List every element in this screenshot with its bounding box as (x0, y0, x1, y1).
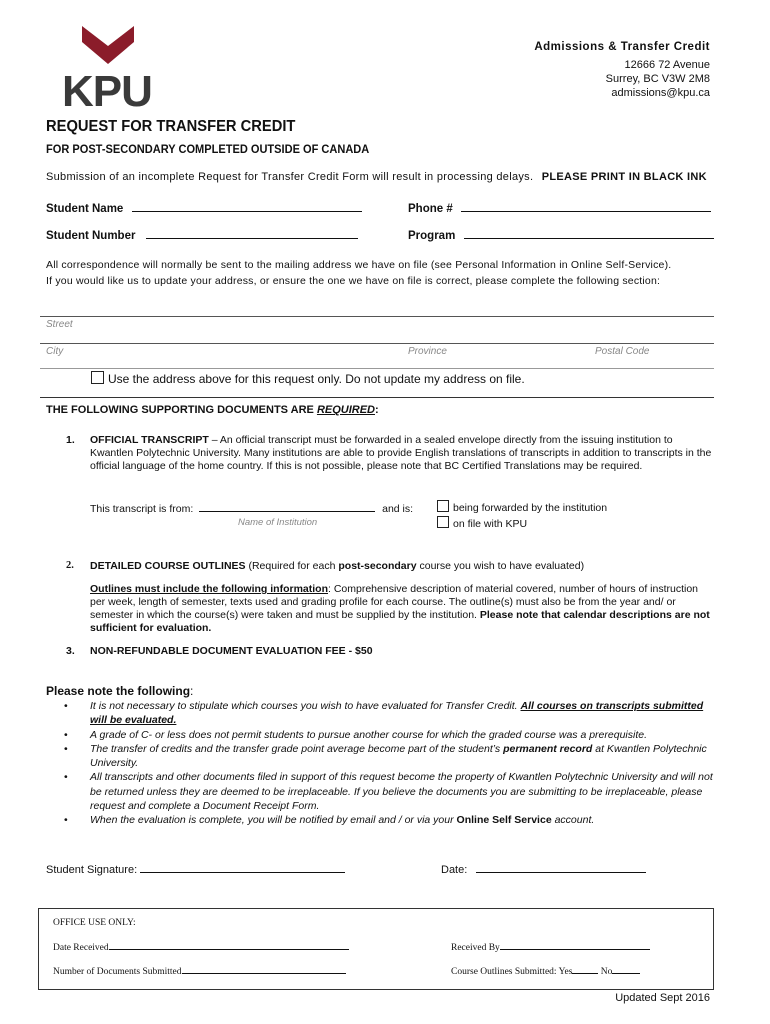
signature-label: Student Signature: (46, 864, 138, 876)
bullet-icon: • (64, 728, 68, 741)
student-number-label: Student Number (46, 230, 136, 242)
course-outlines-post-secondary: post-secondary (338, 560, 417, 572)
course-outlines-text-c: course you wish to have evaluated) (416, 560, 585, 572)
note-5-text-a: When the evaluation is complete, you will be notified by email and / or via your (90, 814, 457, 827)
calendar-note: Please note that calendar descriptions are not sufficient for evaluation. (90, 609, 710, 634)
note-3-text-a: The transfer of credits and the transfer grade point average become part of the student’s (90, 742, 504, 755)
transcript-from-row (90, 501, 413, 515)
outlines-requirements-heading: Outlines must include the following information (90, 583, 328, 595)
list-item (64, 742, 714, 771)
supporting-heading-text: THE FOLLOWING SUPPORTING DOCUMENTS ARE (46, 404, 317, 416)
section-divider (40, 397, 714, 398)
student-name-label: Student Name (46, 203, 124, 215)
student-name-input[interactable] (132, 201, 362, 212)
institution-name-input[interactable] (199, 501, 375, 512)
received-by-field[interactable] (451, 941, 650, 953)
phone-input[interactable] (461, 201, 711, 212)
updated-date: Updated Sept 2016 (615, 992, 710, 1004)
outlines-no-input[interactable] (612, 965, 640, 974)
address-only-label: Use the address above for this request only. Do not update my address on file. (108, 372, 525, 386)
received-by-label: Received By (451, 943, 500, 953)
forwarded-option[interactable] (437, 500, 607, 514)
correspondence-paragraph (46, 257, 671, 289)
item-1-number: 1. (66, 434, 75, 446)
program-input[interactable] (464, 228, 714, 239)
bullet-icon: • (64, 742, 68, 755)
outlines-submitted-field[interactable] (451, 965, 640, 977)
notes-heading-colon: : (190, 684, 194, 698)
date-input[interactable] (476, 862, 646, 873)
notice-emphasis: PLEASE PRINT IN BLACK INK (541, 171, 707, 183)
num-docs-label: Number of Documents Submitted (53, 967, 182, 977)
item-2-text (90, 560, 714, 573)
office-use-box (38, 908, 714, 990)
office-heading: OFFICE USE ONLY: (53, 918, 136, 928)
form-subtitle: FOR POST-SECONDARY COMPLETED OUTSIDE OF CANADA (46, 142, 370, 156)
supporting-heading (46, 404, 379, 416)
street-input-line[interactable] (40, 343, 714, 344)
notice-text: Submission of an incomplete Request for Transfer Credit Form will result in processing delays. (46, 171, 534, 183)
bullet-icon: • (64, 771, 68, 784)
item-1-text (90, 434, 714, 473)
on-file-checkbox[interactable] (437, 516, 449, 528)
city-input-line[interactable] (40, 368, 714, 369)
kpu-logo (62, 24, 154, 116)
outlines-yes-input[interactable] (572, 965, 598, 974)
date-received-label: Date Received (53, 943, 109, 953)
official-transcript-title: OFFICIAL TRANSCRIPT (90, 434, 209, 446)
list-item (64, 699, 714, 728)
notes-heading-text: Please note the following (46, 684, 191, 698)
address-only-checkbox[interactable] (91, 371, 104, 384)
incomplete-notice (46, 171, 707, 183)
course-outlines-title: DETAILED COURSE OUTLINES (90, 560, 246, 572)
city-label: City (46, 346, 64, 357)
date-label: Date: (441, 864, 468, 876)
province-label: Province (408, 346, 447, 357)
notes-heading (46, 684, 193, 698)
num-docs-input[interactable] (182, 965, 346, 974)
note-3-bold: permanent record (503, 742, 593, 755)
note-2-text: A grade of C- or less does not permit students to pursue another course for which the graded course was a prerequisite. (90, 728, 647, 741)
bullet-icon: • (64, 814, 68, 827)
signature-input[interactable] (140, 862, 345, 873)
phone-field[interactable] (408, 199, 711, 217)
outlines-requirements (90, 583, 714, 635)
notes-list (64, 699, 714, 828)
kpu-chevron-icon (62, 24, 154, 72)
on-file-option[interactable] (437, 516, 527, 530)
correspondence-line-2: If you would like us to update your address, or ensure the one we have on file is correct, please complete the following section: (46, 275, 661, 287)
address-top-rule (40, 316, 714, 317)
item-3-text (90, 645, 714, 658)
contact-street: 12666 72 Avenue (624, 59, 710, 71)
supporting-heading-colon: : (375, 404, 379, 416)
date-received-input[interactable] (109, 941, 349, 950)
note-1-bold: All courses on transcripts submitted will be evaluated. (90, 700, 704, 727)
street-label: Street (46, 319, 73, 330)
forwarded-checkbox[interactable] (437, 500, 449, 512)
note-5-bold: Online Self Service (456, 814, 552, 827)
bullet-icon: • (64, 700, 68, 712)
and-is-label: and is: (382, 503, 414, 515)
date-received-field[interactable] (53, 941, 349, 953)
postal-code-label: Postal Code (595, 346, 650, 357)
evaluation-fee: NON-REFUNDABLE DOCUMENT EVALUATION FEE - $50 (90, 645, 373, 657)
program-field[interactable] (408, 226, 714, 244)
item-3-number: 3. (66, 645, 75, 657)
program-label: Program (408, 230, 456, 242)
outlines-requirements-body: : Comprehensive description of material covered, number of hours of instruction per week, length of semester, texts used and grading profile for each course. The outline(s) must also be from the year and/ or semester in which the course(s) were taken and must be supplied by the institution. (90, 583, 699, 621)
transcript-from-label: This transcript is from: (90, 503, 194, 515)
correspondence-line-1: All correspondence will normally be sent to the mailing address we have on file (see Personal Information in Online Self-Service). (46, 259, 672, 271)
outlines-yes-label: Course Outlines Submitted: Yes (451, 967, 573, 977)
phone-label: Phone # (408, 203, 453, 215)
contact-email[interactable]: admissions@kpu.ca (611, 87, 710, 99)
received-by-input[interactable] (500, 941, 650, 950)
address-only-checkbox-row[interactable] (91, 371, 525, 386)
kpu-logo-text: KPU (62, 67, 152, 116)
institution-hint: Name of Institution (238, 517, 318, 528)
list-item (64, 813, 714, 827)
list-item (64, 770, 714, 813)
official-transcript-body: – An official transcript must be forwarded in a sealed envelope directly from the issuing institution to Kwantlen Polytechnic University. Many institutions are able to provide English translations of transcripts in addition to transcripts in the official language of the home country. If this is not possible, please note that BC Certified Translations may be required. (90, 434, 712, 472)
course-outlines-text-a: (Required for each (245, 560, 339, 572)
student-number-input[interactable] (146, 228, 358, 239)
outlines-no-label: No (600, 967, 613, 977)
student-number-field[interactable] (46, 226, 358, 244)
on-file-label: on file with KPU (453, 518, 528, 530)
forwarded-label: being forwarded by the institution (453, 502, 608, 514)
note-1-text: It is not necessary to stipulate which courses you wish to have evaluated for Transfer Credit. (90, 700, 521, 712)
num-docs-field[interactable] (53, 965, 346, 977)
form-title: REQUEST FOR TRANSFER CREDIT (46, 118, 296, 135)
note-5-text-b: account. (551, 814, 595, 827)
student-name-field[interactable] (46, 199, 362, 217)
note-3-text-b: at Kwantlen Polytechnic University. (90, 742, 707, 770)
required-emphasis: REQUIRED (316, 404, 375, 416)
contact-city: Surrey, BC V3W 2M8 (605, 73, 710, 85)
contact-block (534, 40, 710, 100)
signature-field[interactable] (46, 862, 345, 876)
list-item (64, 728, 714, 742)
item-2-number: 2. (66, 560, 74, 571)
department-name: Admissions & Transfer Credit (534, 41, 710, 53)
note-4-text: All transcripts and other documents filed in support of this request become the property of Kwantlen Polytechnic University and will not be returned unless they are deemed to be irreplaceable. If you believe the documents you are submitting to be irreplaceable, please request and complete a Document Receipt Form. (90, 771, 713, 813)
date-field[interactable] (441, 862, 646, 876)
